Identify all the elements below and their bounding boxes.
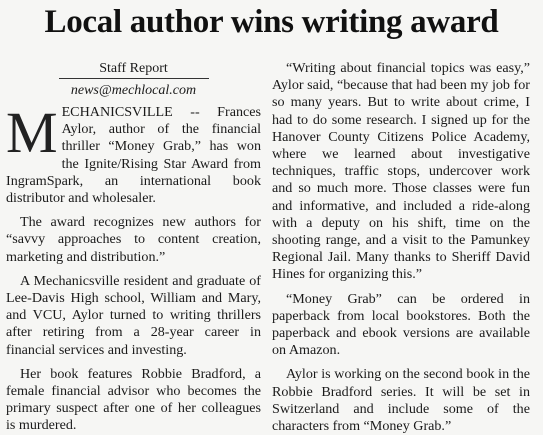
paragraph-availability: “Money Grab” can be ordered in paperback from local bookstores. Both the paperback and ebook versions are available on Amazon. — [272, 290, 530, 359]
paragraph-award: The award recognizes new authors for “savvy approaches to content creation, marketing and distribution.” — [6, 214, 261, 265]
article-right-column — [272, 60, 530, 435]
paragraph-next-book: Aylor is working on the second book in the Robbie Bradford series. It will be set in Switzerland and include some of the characters from “Money Grab.” — [272, 366, 530, 435]
byline-email: news@mechlocal.com — [70, 83, 197, 98]
drop-cap: M — [6, 100, 58, 165]
byline-report: Staff Report — [59, 61, 209, 79]
article-left-column — [6, 52, 261, 435]
lead-paragraph-text: ECHANICSVILLE -- Frances Aylor, author of the financial thriller “Money Grab,” has won the Ignite/Rising Star Award from IngramSpark, an international book distributor and wholesaler. — [6, 104, 261, 207]
article-headline: Local author wins writing award — [44, 4, 499, 40]
paragraph-quote: “Writing about financial topics was easy,” Aylor said, “because that had been my job for so many years. But to write about crime, I had to do some research. I signed up for the Hanover County Citizens Police Academy, where we learned about investigative techniques, traffic stops, undercover work and so much more. Those classes were fun and informative, and included a ride-along with a deputy on his shift, time on the shooting range, and a visit to the Pamunkey Regional Jail. Many thanks to Sheriff David Hines for organizing this.” — [272, 60, 530, 283]
lead-paragraph — [6, 100, 261, 207]
paragraph-background: A Mechanicsville resident and graduate of Lee-Davis High school, William and Mary, and VCU, Aylor turned to writing thrillers after retiring from a 28-year career in financial services and investing. — [6, 272, 261, 358]
byline — [6, 61, 261, 99]
paragraph-book: Her book features Robbie Bradford, a female financial advisor who becomes the primary suspect after one of her colleagues is murdered. — [6, 365, 261, 434]
